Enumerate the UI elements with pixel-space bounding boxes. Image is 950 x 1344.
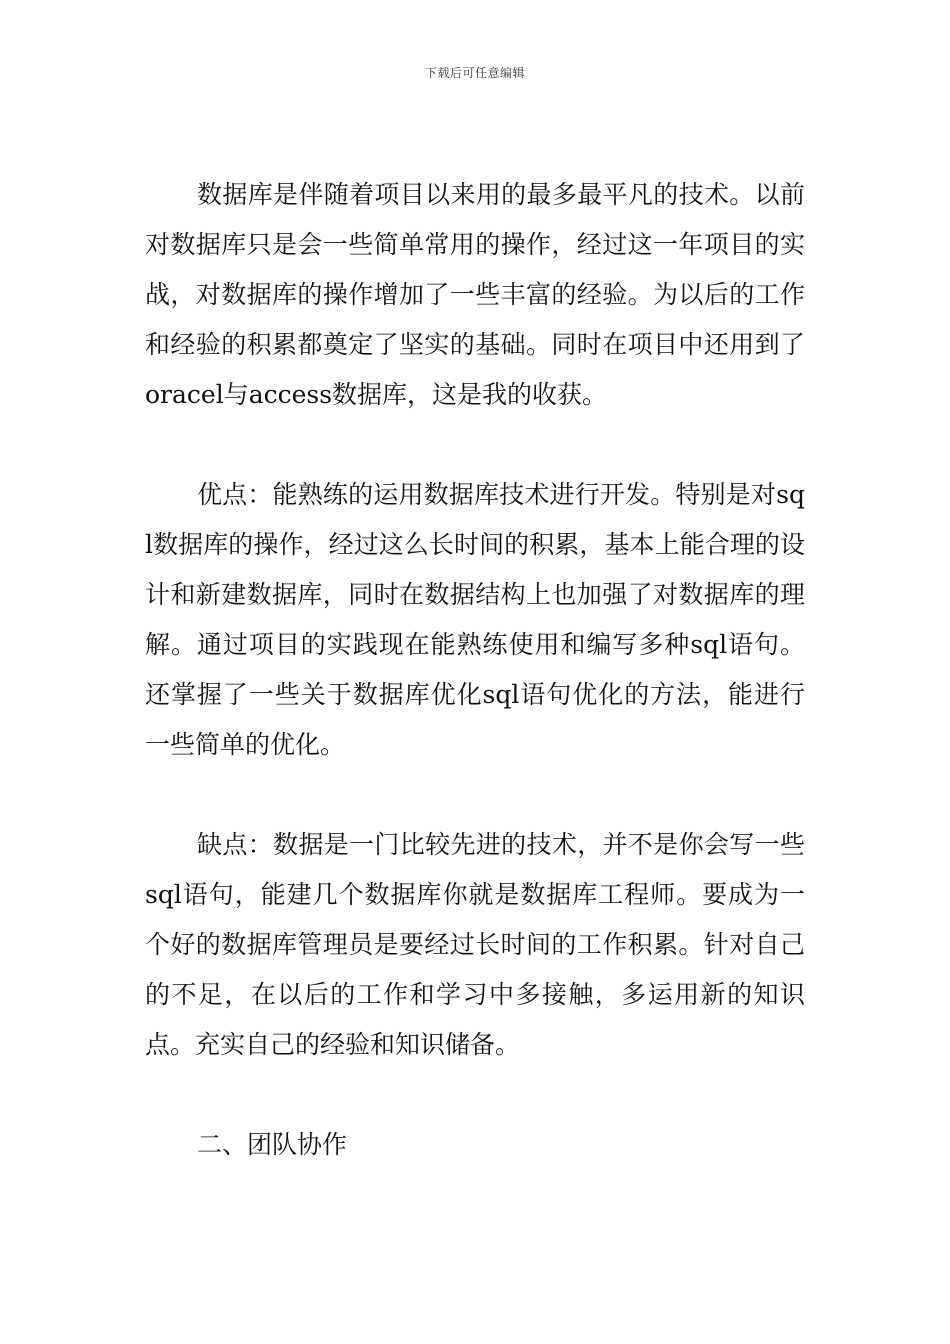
page-header: 下载后可任意编辑 — [424, 66, 525, 80]
paragraph-strengths: 优点：能熟练的运用数据库技术进行开发。特别是对sql数据库的操作，经过这么长时间的积累，基本上能合理的设计和新建数据库，同时在数据结构上也加强了对数据库的理解。通过项目的实践现在能熟练使用和编写多种sql语句。还掌握了一些关于数据库优化sql语句优化的方法，能进行一些简单的优化。 — [145, 480, 805, 759]
document-body — [145, 170, 805, 1170]
section-heading-team-collaboration: 二、团队协作 — [197, 1130, 348, 1159]
paragraph-database-experience: 数据库是伴随着项目以来用的最多最平凡的技术。以前对数据库只是会一些简单常用的操作，经过这一年项目的实战，对数据库的操作增加了一些丰富的经验。为以后的工作和经验的积累都奠定了坚实的基础。同时在项目中还用到了oracel与access数据库，这是我的收获。 — [145, 180, 805, 409]
paragraph-weaknesses: 缺点：数据是一门比较先进的技术，并不是你会写一些sql语句，能建几个数据库你就是数据库工程师。要成为一个好的数据库管理员是要经过长时间的工作积累。针对自己的不足，在以后的工作和学习中多接触，多运用新的知识点。充实自己的经验和知识储备。 — [145, 830, 805, 1059]
